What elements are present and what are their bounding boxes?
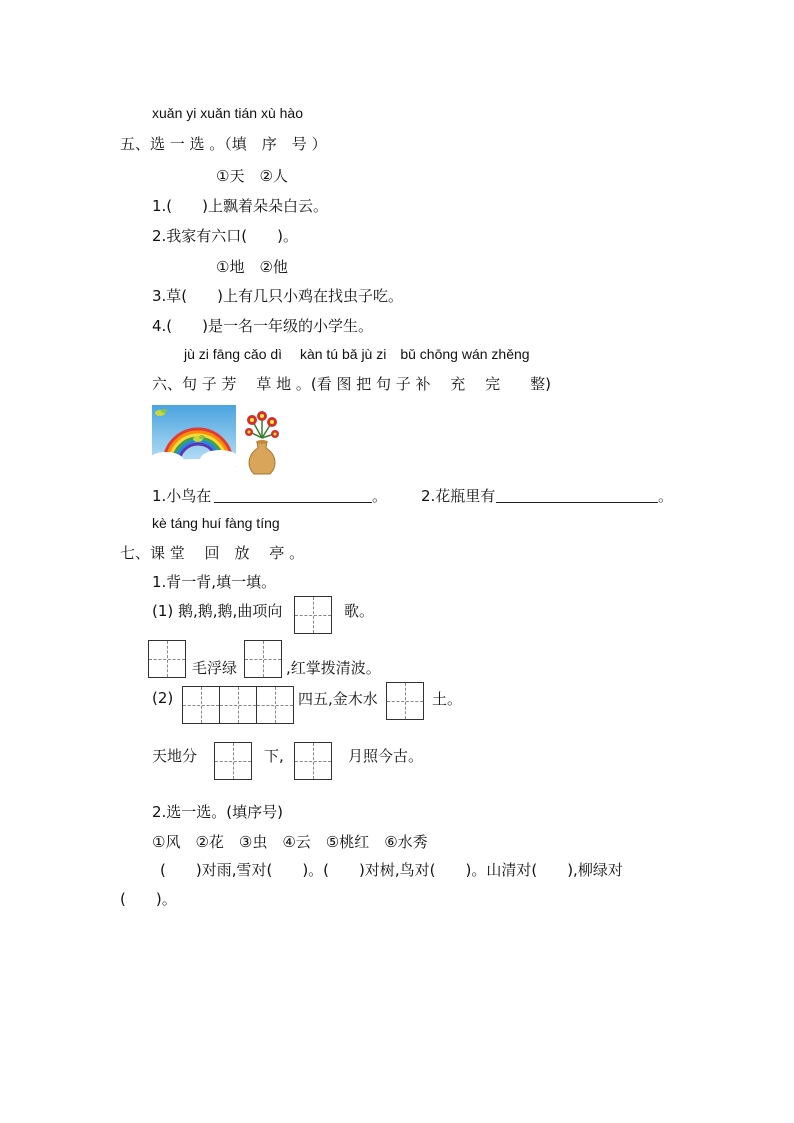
s7-heading: 七、课 堂 回 放 亭 。 (120, 544, 305, 562)
s7-line-2-mid: 毛浮绿 (192, 659, 238, 677)
s7-sub-1: 1.背一背,填一填。 (152, 573, 277, 591)
tianzi-box[interactable] (256, 686, 294, 724)
rainbow-picture (152, 405, 236, 467)
tianzi-box[interactable] (386, 682, 424, 720)
s7-sub-2: 2.选一选。(填序号) (152, 803, 284, 821)
tianzi-box[interactable] (214, 742, 252, 780)
s6-question-1-suffix: 。 (372, 487, 388, 505)
tianzi-box[interactable] (244, 640, 282, 678)
s7-line-1-prefix: (1) 鹅,鹅,鹅,曲项向 (152, 602, 283, 620)
s5-heading: 五、选 一 选 。（填 序 号 ） (120, 135, 327, 153)
tianzi-box[interactable] (294, 742, 332, 780)
s6-question-2-suffix: 。 (658, 487, 674, 505)
s5-options-1: ①天 ②人 (216, 167, 288, 185)
s5-options-2: ①地 ②他 (216, 258, 288, 276)
s7-pinyin: kè táng huí fàng tíng (152, 515, 280, 531)
s5-question-2: 2.我家有六口( )。 (152, 227, 299, 245)
s7-line-2-suffix: ,红掌拨清波。 (286, 659, 381, 677)
tianzi-box[interactable] (294, 596, 332, 634)
tianzi-box[interactable] (182, 686, 220, 724)
s7-options: ①风 ②花 ③虫 ④云 ⑤桃红 ⑥水秀 (152, 833, 428, 851)
s7-line-1-suffix: 歌。 (344, 602, 375, 620)
s5-pinyin: xuǎn yi xuǎn tián xù hào (152, 105, 303, 121)
s7-line-4-prefix: 天地分 (152, 747, 198, 765)
s6-pinyin: jù zi fāng cǎo dì kàn tú bǎ jù zi bǔ chōng wán zhěng (184, 346, 530, 362)
s5-question-3: 3.草( )上有几只小鸡在找虫子吃。 (152, 287, 404, 305)
s7-line-3-mid: 四五,金木水 (298, 690, 378, 708)
s6-answer-line-1[interactable] (214, 502, 372, 503)
tianzi-box[interactable] (148, 640, 186, 678)
s7-line-4-mid: 下, (264, 747, 284, 765)
s6-answer-line-2[interactable] (496, 502, 658, 503)
s6-question-2-prefix: 2.花瓶里有 (421, 487, 496, 505)
s5-question-1: 1.( )上飘着朵朵白云。 (152, 197, 329, 215)
tianzi-box[interactable] (219, 686, 257, 724)
s7-line-4-suffix: 月照今古。 (348, 747, 424, 765)
s7-line-3-prefix: (2) (152, 689, 174, 707)
s7-line-3-suffix: 土。 (432, 690, 463, 708)
s7-fill-line-1: ( )对雨,雪对( )。( )对树,鸟对( )。山清对( ),柳绿对 (160, 861, 623, 879)
flower-vase-picture (242, 408, 282, 478)
s6-heading: 六、句 子 芳 草 地 。(看 图 把 句 子 补 充 完 整) (152, 375, 551, 393)
s7-fill-line-2: ( )。 (120, 890, 177, 908)
s5-question-4: 4.( )是一名一年级的小学生。 (152, 317, 374, 335)
s6-question-1-prefix: 1.小鸟在 (152, 487, 212, 505)
